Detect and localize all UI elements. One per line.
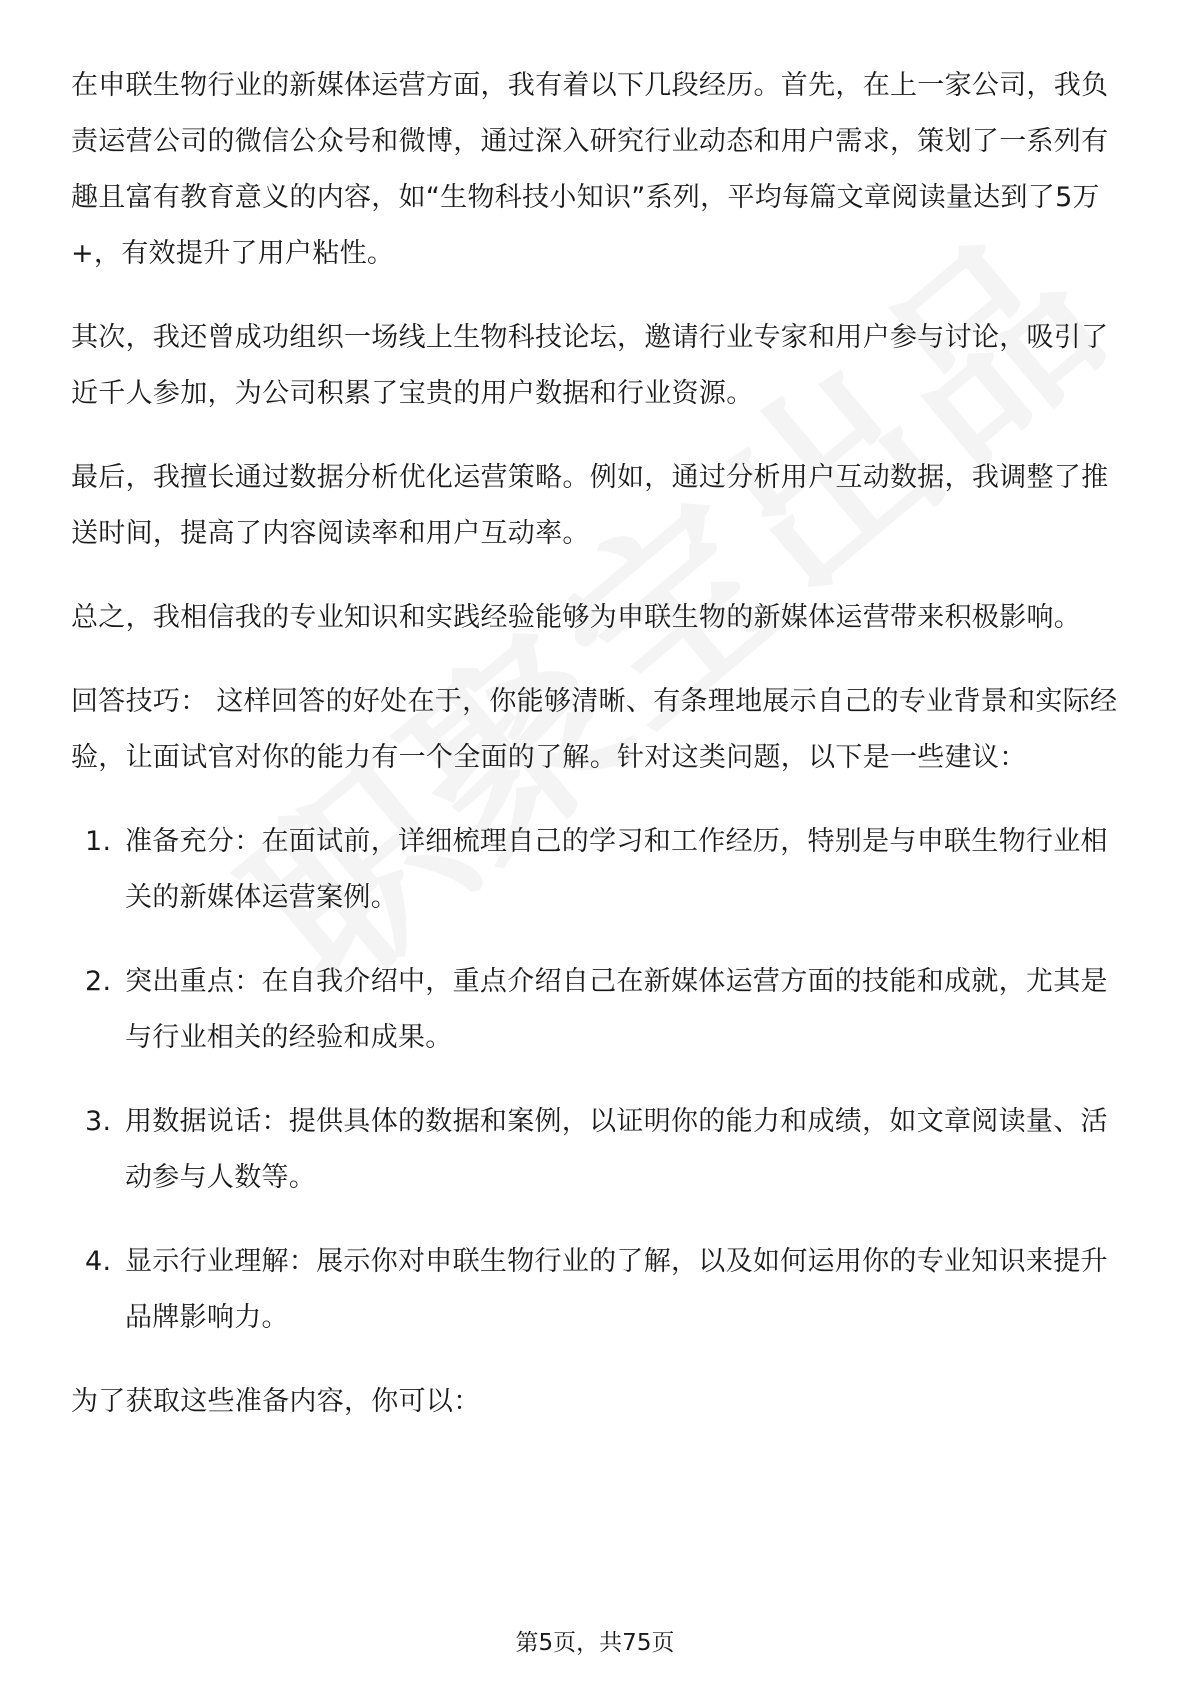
list-item-text: 准备充分：在面试前，详细梳理自己的学习和工作经历，特别是与申联生物行业相关的新媒体运营案例。 bbox=[125, 826, 1108, 913]
list-item-number: 2. bbox=[85, 966, 112, 997]
list-item bbox=[71, 1234, 1131, 1346]
document-body bbox=[71, 58, 1131, 1430]
list-item-text: 突出重点：在自我介绍中，重点介绍自己在新媒体运营方面的技能和成就，尤其是与行业相关的经验和成果。 bbox=[125, 966, 1108, 1053]
list-item-text: 显示行业理解：展示你对申联生物行业的了解，以及如何运用你的专业知识来提升品牌影响力。 bbox=[125, 1246, 1108, 1333]
list-item-number: 1. bbox=[85, 826, 112, 857]
list-item bbox=[71, 814, 1131, 926]
paragraph-closing: 为了获取这些准备内容，你可以： bbox=[71, 1386, 481, 1417]
list-item-number: 4. bbox=[85, 1246, 112, 1277]
list-item bbox=[71, 1094, 1131, 1206]
list-item-number: 3. bbox=[85, 1106, 112, 1137]
paragraph-experience-intro: 在申联生物行业的新媒体运营方面，我有着以下几段经历。首先，在上一家公司，我负责运营公司的微信公众号和微博，通过深入研究行业动态和用户需求，策划了一系列有趣且富有教育意义的内容，如“生物科技小知识”系列，平均每篇文章阅读量达到了5万+，有效提升了用户粘性。 bbox=[71, 70, 1109, 269]
paragraph-summary: 总之，我相信我的专业知识和实践经验能够为申联生物的新媒体运营带来积极影响。 bbox=[71, 602, 1082, 633]
paragraph-data-analysis: 最后，我擅长通过数据分析优化运营策略。例如，通过分析用户互动数据，我调整了推送时间，提高了内容阅读率和用户互动率。 bbox=[71, 462, 1109, 549]
paragraph-forum: 其次，我还曾成功组织一场线上生物科技论坛，邀请行业专家和用户参与讨论，吸引了近千人参加，为公司积累了宝贵的用户数据和行业资源。 bbox=[71, 322, 1109, 409]
list-item bbox=[71, 954, 1131, 1066]
tips-list bbox=[71, 814, 1131, 1346]
page-number-footer: 第5页，共75页 bbox=[515, 1630, 675, 1656]
list-item-text: 用数据说话：提供具体的数据和案例，以证明你的能力和成绩，如文章阅读量、活动参与人数等。 bbox=[125, 1106, 1108, 1193]
paragraph-answer-tips: 回答技巧： 这样回答的好处在于，你能够清晰、有条理地展示自己的专业背景和实际经验，让面试官对你的能力有一个全面的了解。针对这类问题，以下是一些建议： bbox=[71, 686, 1118, 773]
